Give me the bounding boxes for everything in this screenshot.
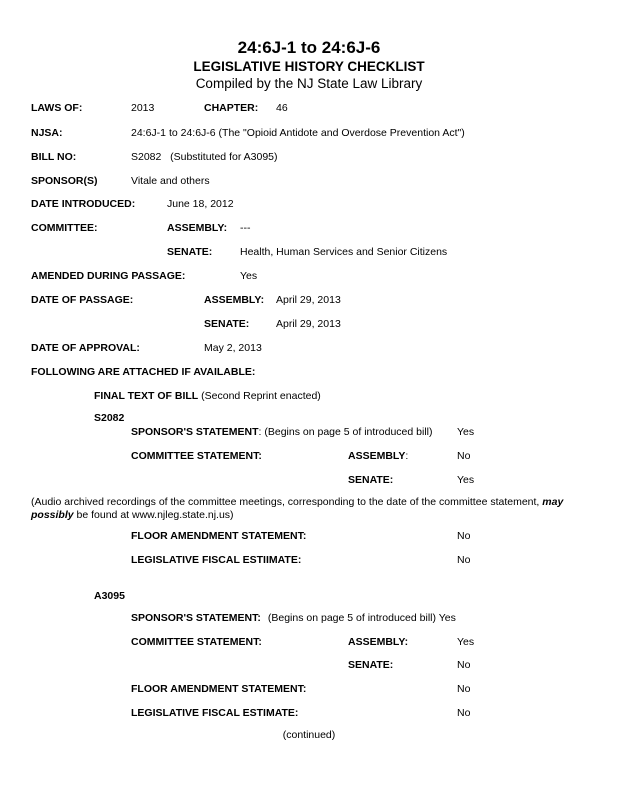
committee-assembly-label: ASSEMBLY:	[167, 222, 228, 234]
audio-archive-note	[31, 496, 606, 522]
s2082-committee-statement-label: COMMITTEE STATEMENT:	[131, 450, 262, 462]
following-attached-heading: FOLLOWING ARE ATTACHED IF AVAILABLE:	[31, 366, 256, 378]
sponsors-label: SPONSOR(S)	[31, 175, 98, 187]
audio-note-emphasis: may possibly	[31, 496, 564, 521]
s2082-assembly-label: ASSEMBLY	[348, 450, 406, 462]
s2082-floor-amendment-label: FLOOR AMENDMENT STATEMENT:	[131, 530, 307, 542]
s2082-senate-label: SENATE:	[348, 474, 394, 486]
s2082-assembly-value: No	[457, 450, 471, 462]
s2082-sponsor-statement-label: SPONSOR'S STATEMENT	[131, 426, 259, 438]
committee-assembly-value: ---	[240, 222, 251, 234]
audio-note-part1: (Audio archived recordings of the committee meetings, corresponding to the date of the committee statement,	[31, 496, 543, 508]
passage-assembly-value: April 29, 2013	[276, 294, 341, 306]
chapter-value: 46	[276, 102, 288, 114]
a3095-floor-amendment-label: FLOOR AMENDMENT STATEMENT:	[131, 683, 307, 695]
a3095-fiscal-estimate-label: LEGISLATIVE FISCAL ESTIMATE:	[131, 707, 299, 719]
final-text-line	[94, 390, 321, 403]
laws-of-label: LAWS OF:	[31, 102, 83, 114]
final-text-label: FINAL TEXT OF BILL	[94, 390, 199, 402]
committee-senate-label: SENATE:	[167, 246, 213, 258]
passage-senate-label: SENATE:	[204, 318, 250, 330]
a3095-sponsor-statement	[131, 612, 456, 625]
a3095-committee-statement-label: COMMITTEE STATEMENT:	[131, 636, 262, 648]
njsa-value: 24:6J-1 to 24:6J-6 (The "Opioid Antidote and Overdose Prevention Act")	[131, 127, 465, 139]
a3095-fiscal-estimate-value: No	[457, 707, 471, 719]
date-of-approval-label: DATE OF APPROVAL:	[31, 342, 140, 354]
a3095-sponsor-statement-label: SPONSOR'S STATEMENT:	[131, 612, 261, 624]
njsa-label: NJSA:	[31, 127, 63, 139]
a3095-sponsor-statement-note: (Begins on page 5 of introduced bill) Yes	[267, 612, 456, 624]
s2082-sponsor-statement-value: Yes	[457, 426, 475, 438]
document-subtitle: LEGISLATIVE HISTORY CHECKLIST	[193, 59, 425, 74]
committee-label: COMMITTEE:	[31, 222, 98, 234]
s2082-senate-value: Yes	[457, 474, 475, 486]
a3095-floor-amendment-value: No	[457, 683, 471, 695]
continued-footer: (continued)	[282, 729, 336, 741]
date-introduced-label: DATE INTRODUCED:	[31, 198, 136, 210]
amended-label: AMENDED DURING PASSAGE:	[31, 270, 186, 282]
bill-no-label: BILL NO:	[31, 151, 77, 163]
date-introduced-value: June 18, 2012	[167, 198, 234, 210]
s2082-assembly-colon: :	[405, 450, 409, 462]
passage-senate-value: April 29, 2013	[276, 318, 341, 330]
audio-note-part2: be found at www.njleg.state.nj.us)	[73, 509, 234, 521]
s2082-heading: S2082	[94, 412, 125, 424]
amended-value: Yes	[240, 270, 258, 282]
s2082-sponsor-statement-note: : (Begins on page 5 of introduced bill)	[258, 426, 433, 438]
a3095-senate-label: SENATE:	[348, 659, 394, 671]
s2082-fiscal-estimate-value: No	[457, 554, 471, 566]
a3095-assembly-label: ASSEMBLY:	[348, 636, 409, 648]
document-title: 24:6J-1 to 24:6J-6	[237, 38, 381, 57]
s2082-committee-assembly	[348, 450, 408, 463]
chapter-label: CHAPTER:	[204, 102, 259, 114]
a3095-heading: A3095	[94, 590, 125, 602]
laws-of-value: 2013	[131, 102, 155, 114]
s2082-sponsor-statement	[131, 426, 433, 439]
sponsors-value: Vitale and others	[131, 175, 210, 187]
compiled-by: Compiled by the NJ State Law Library	[195, 76, 423, 91]
committee-senate-value: Health, Human Services and Senior Citizens	[240, 246, 448, 258]
s2082-floor-amendment-value: No	[457, 530, 471, 542]
passage-assembly-label: ASSEMBLY:	[204, 294, 265, 306]
s2082-fiscal-estimate-label: LEGISLATIVE FISCAL ESTIIMATE:	[131, 554, 302, 566]
date-of-approval-value: May 2, 2013	[204, 342, 262, 354]
a3095-senate-value: No	[457, 659, 471, 671]
a3095-assembly-value: Yes	[457, 636, 475, 648]
final-text-note: (Second Reprint enacted)	[198, 390, 321, 402]
date-of-passage-label: DATE OF PASSAGE:	[31, 294, 134, 306]
bill-no-value: S2082 (Substituted for A3095)	[131, 151, 278, 163]
